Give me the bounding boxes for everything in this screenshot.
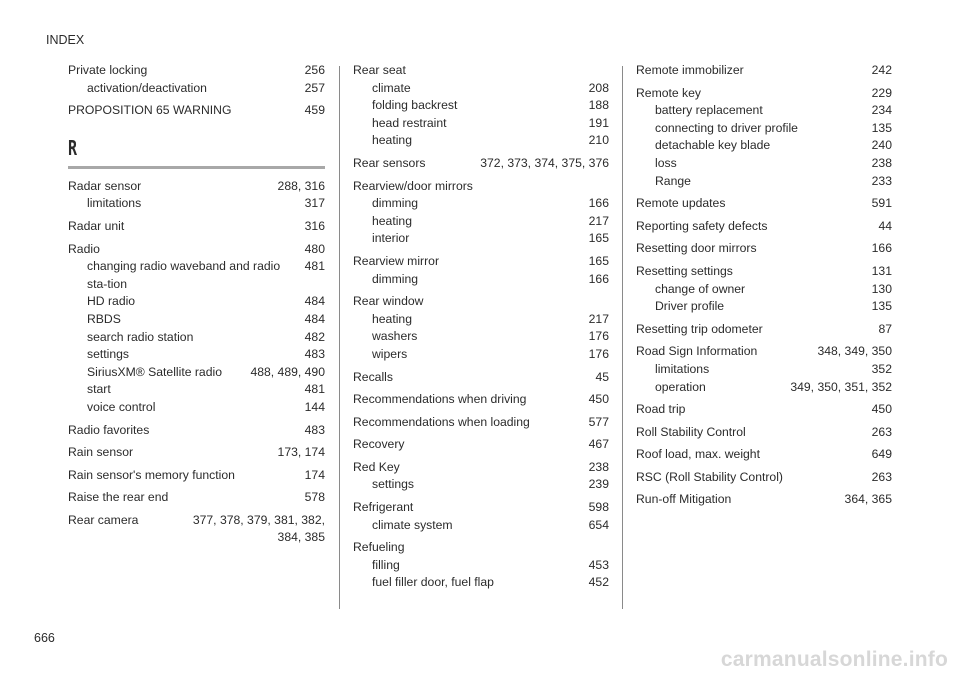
subentry-term: changing radio waveband and radio sta-tion — [87, 259, 281, 291]
entry-pages: 578 — [304, 490, 325, 505]
subentry-term: heating — [372, 311, 412, 326]
index-group — [636, 263, 892, 316]
index-entry — [68, 422, 325, 440]
subentry-term: wipers — [372, 346, 408, 361]
entry-pages: 263 — [871, 469, 892, 484]
index-column-2 — [353, 62, 609, 597]
subentry-pages: 654 — [588, 517, 609, 532]
subentry-term: detachable key blade — [655, 138, 771, 153]
subentry-term: activation/deactivation — [87, 80, 207, 95]
subentry-pages: 165 — [588, 231, 609, 246]
entry-term: Remote immobilizer — [636, 63, 744, 77]
index-subentry — [68, 346, 325, 364]
subentry-pages: 239 — [588, 477, 609, 492]
index-entry — [353, 391, 609, 409]
index-group — [353, 414, 609, 432]
index-group — [353, 62, 609, 150]
index-subentry — [353, 328, 609, 346]
page-header-title: INDEX — [46, 33, 85, 47]
entry-pages: 229 — [871, 85, 892, 100]
subentry-term: HD radio — [87, 294, 136, 309]
index-entry — [353, 436, 609, 454]
entry-term: Red Key — [353, 459, 400, 474]
subentry-term: washers — [372, 329, 418, 344]
subentry-pages: 233 — [871, 173, 892, 188]
index-entry — [353, 459, 609, 477]
index-group — [68, 241, 325, 417]
index-subentry — [353, 230, 609, 248]
index-subentry — [636, 281, 892, 299]
index-subentry — [636, 137, 892, 155]
index-group — [636, 218, 892, 236]
index-entry — [636, 321, 892, 339]
entry-pages: 577 — [588, 414, 609, 429]
index-group — [68, 489, 325, 507]
subentry-term: settings — [87, 347, 130, 362]
index-entry — [636, 446, 892, 464]
subentry-term: dimming — [372, 196, 419, 211]
subentry-pages: 188 — [588, 98, 609, 113]
index-group — [353, 369, 609, 387]
index-entry — [353, 539, 609, 557]
entry-pages: 238 — [588, 459, 609, 474]
letter-heading — [68, 137, 325, 169]
entry-term: Recalls — [353, 369, 393, 384]
index-subentry — [353, 517, 609, 535]
index-entry — [636, 401, 892, 419]
subentry-pages: 144 — [304, 399, 325, 414]
index-group — [353, 436, 609, 454]
index-group — [636, 343, 892, 396]
entry-term: RSC (Roll Stability Control) — [636, 469, 783, 484]
entry-pages: 288, 316 — [277, 178, 325, 193]
index-entry — [636, 85, 892, 103]
subentry-term: search radio station — [87, 329, 194, 344]
entry-term: Road trip — [636, 402, 686, 417]
index-subentry — [353, 271, 609, 289]
entry-pages: 377, 378, 379, 381, 382, — [192, 512, 325, 527]
entry-pages: 263 — [871, 424, 892, 439]
index-group — [636, 321, 892, 339]
subentry-pages: 135 — [871, 120, 892, 135]
subentry-pages: 240 — [871, 138, 892, 153]
index-group — [68, 62, 325, 97]
column-divider — [622, 66, 623, 609]
index-subentry — [636, 173, 892, 191]
subentry-term: settings — [372, 477, 415, 492]
subentry-term: fuel filler door, fuel flap — [372, 575, 494, 590]
subentry-term: Range — [655, 173, 691, 188]
index-group — [68, 422, 325, 440]
subentry-pages: 481 — [304, 259, 325, 274]
entry-term: Recovery — [353, 437, 405, 452]
index-subentry — [353, 195, 609, 213]
section-letter: R — [68, 135, 78, 160]
index-group — [636, 401, 892, 419]
index-subentry — [353, 80, 609, 98]
index-entry — [68, 489, 325, 507]
index-entry — [353, 155, 609, 173]
subentry-term: limitations — [87, 196, 142, 211]
entry-pages: 166 — [871, 241, 892, 256]
index-entry — [636, 240, 892, 258]
index-subentry — [68, 293, 325, 311]
index-group — [636, 85, 892, 191]
index-entry — [636, 195, 892, 213]
subentry-term: interior — [372, 231, 410, 246]
index-subentry — [353, 311, 609, 329]
entry-pages: 450 — [871, 402, 892, 417]
entry-term: Radio — [68, 241, 100, 256]
index-group — [636, 491, 892, 509]
subentry-pages: 135 — [871, 299, 892, 314]
subentry-term: connecting to driver profile — [655, 120, 798, 135]
subentry-pages: 176 — [588, 329, 609, 344]
subentry-term: folding backrest — [372, 98, 458, 113]
entry-term: Roll Stability Control — [636, 424, 746, 439]
index-subentry — [636, 120, 892, 138]
subentry-pages: 453 — [588, 557, 609, 572]
index-subentry — [353, 574, 609, 592]
index-entry — [636, 62, 892, 80]
index-subentry — [68, 381, 325, 399]
entry-pages: 372, 373, 374, 375, 376 — [480, 155, 609, 170]
index-subentry — [636, 155, 892, 173]
entry-pages: 45 — [595, 369, 609, 384]
index-group — [68, 512, 325, 547]
entry-pages: 174 — [304, 467, 325, 482]
subentry-term: dimming — [372, 271, 419, 286]
subentry-pages: 481 — [304, 382, 325, 397]
entry-term: Rain sensor's memory function — [68, 467, 235, 482]
subentry-pages: 210 — [588, 133, 609, 148]
index-subentry — [636, 379, 892, 397]
subentry-pages: 482 — [304, 329, 325, 344]
entry-pages: 131 — [871, 263, 892, 278]
entry-pages: 483 — [304, 422, 325, 437]
index-entry — [353, 253, 609, 271]
entry-term: Resetting trip odometer — [636, 321, 763, 336]
index-group — [353, 391, 609, 409]
index-entry — [68, 241, 325, 259]
subentry-pages: 176 — [588, 346, 609, 361]
entry-term: Remote updates — [636, 196, 726, 211]
index-entry — [353, 414, 609, 432]
entry-pages: 467 — [588, 437, 609, 452]
subentry-pages: 349, 350, 351, 352 — [790, 379, 892, 394]
entry-term: Recommendations when driving — [353, 392, 527, 407]
index-subentry — [68, 195, 325, 213]
entry-pages: 598 — [588, 500, 609, 515]
index-group — [636, 469, 892, 487]
entry-term: Road Sign Information — [636, 344, 758, 359]
index-group — [636, 62, 892, 80]
subentry-pages: 130 — [871, 281, 892, 296]
subentry-term: operation — [655, 379, 706, 394]
index-group — [636, 195, 892, 213]
index-group — [353, 293, 609, 363]
entry-term: Rearview mirror — [353, 253, 439, 268]
subentry-term: change of owner — [655, 281, 746, 296]
entry-pages: 459 — [304, 103, 325, 118]
index-group — [68, 102, 325, 120]
subentry-term: heating — [372, 213, 412, 228]
subentry-term: SiriusXM® Satellite radio — [87, 364, 222, 379]
entry-term: PROPOSITION 65 WARNING — [68, 103, 232, 118]
index-entry — [636, 469, 892, 487]
entry-term: Radar unit — [68, 218, 125, 233]
subentry-term: start — [87, 382, 111, 397]
entry-pages: 173, 174 — [277, 445, 325, 460]
entry-pages: 242 — [871, 63, 892, 77]
index-entry — [68, 218, 325, 236]
subentry-pages: 208 — [588, 80, 609, 95]
entry-pages: 316 — [304, 218, 325, 233]
index-group — [68, 218, 325, 236]
index-column-1 — [68, 62, 325, 552]
subentry-pages: 166 — [588, 271, 609, 286]
entry-term: Recommendations when loading — [353, 414, 530, 429]
subentry-term: Driver profile — [655, 299, 725, 314]
index-group — [68, 467, 325, 485]
index-subentry — [68, 329, 325, 347]
entry-pages: 450 — [588, 392, 609, 407]
entry-term: Refrigerant — [353, 500, 414, 515]
index-entry — [353, 62, 609, 80]
index-entry — [636, 424, 892, 442]
entry-pages: 649 — [871, 447, 892, 462]
subentry-pages: 317 — [304, 196, 325, 211]
index-group — [636, 424, 892, 442]
index-subentry — [353, 476, 609, 494]
subentry-term: battery replacement — [655, 103, 763, 118]
entry-pages: 256 — [304, 63, 325, 77]
index-entry — [68, 467, 325, 485]
subentry-term: heating — [372, 133, 412, 148]
entry-term: Radio favorites — [68, 422, 150, 437]
index-subentry — [636, 298, 892, 316]
entry-term: Rear camera — [68, 512, 139, 527]
entry-term: Run-off Mitigation — [636, 492, 732, 507]
entry-pages: 480 — [304, 241, 325, 256]
subentry-pages: 488, 489, 490 — [250, 364, 325, 379]
index-group — [353, 253, 609, 288]
entry-term: Reporting safety defects — [636, 218, 768, 233]
index-entry — [636, 491, 892, 509]
subentry-term: limitations — [655, 361, 710, 376]
index-subentry — [68, 80, 325, 98]
subentry-term: loss — [655, 155, 677, 170]
index-entry — [68, 178, 325, 196]
entry-term: Resetting settings — [636, 263, 733, 278]
entry-term: Rear seat — [353, 63, 406, 77]
index-entry — [636, 263, 892, 281]
index-entry — [353, 499, 609, 517]
entry-term: Radar sensor — [68, 178, 142, 193]
entry-term: Raise the rear end — [68, 490, 169, 505]
entry-pages: 364, 365 — [844, 492, 892, 507]
entry-pages: 591 — [871, 196, 892, 211]
index-group — [636, 240, 892, 258]
index-subentry — [68, 399, 325, 417]
index-entry — [353, 293, 609, 311]
entry-term: Rearview/door mirrors — [353, 178, 473, 193]
index-subentry — [353, 557, 609, 575]
index-column-3 — [636, 62, 892, 514]
entry-term: Resetting door mirrors — [636, 241, 757, 256]
index-entry — [636, 343, 892, 361]
subentry-term: filling — [372, 557, 400, 572]
index-group — [68, 178, 325, 213]
index-subentry — [353, 115, 609, 133]
index-subentry — [68, 258, 325, 293]
index-entry — [353, 369, 609, 387]
index-group — [353, 539, 609, 592]
index-entry — [353, 178, 609, 196]
index-subentry — [636, 361, 892, 379]
subentry-pages: 166 — [588, 196, 609, 211]
entry-pages: 87 — [878, 321, 892, 336]
entry-term: Private locking — [68, 63, 148, 77]
index-entry — [68, 102, 325, 120]
subentry-term: RBDS — [87, 311, 121, 326]
index-group — [353, 499, 609, 534]
subentry-pages: 234 — [871, 103, 892, 118]
subentry-pages: 191 — [588, 115, 609, 130]
entry-term: Rain sensor — [68, 445, 134, 460]
index-entry — [68, 62, 325, 80]
index-subentry — [353, 346, 609, 364]
subentry-pages: 217 — [588, 213, 609, 228]
index-subentry — [68, 364, 325, 382]
index-group — [68, 444, 325, 462]
entry-term: Remote key — [636, 85, 702, 100]
section-rule — [68, 166, 325, 169]
index-group — [353, 178, 609, 248]
entry-term: Refueling — [353, 540, 405, 555]
subentry-term: head restraint — [372, 115, 447, 130]
entry-pages: 44 — [878, 218, 892, 233]
subentry-term: climate system — [372, 517, 453, 532]
subentry-term: voice control — [87, 399, 156, 414]
subentry-pages: 484 — [304, 294, 325, 309]
index-entry — [68, 444, 325, 462]
entry-term: Rear window — [353, 294, 424, 309]
subentry-pages: 238 — [871, 155, 892, 170]
index-subentry — [353, 97, 609, 115]
entry-pages: 348, 349, 350 — [817, 344, 892, 359]
index-subentry — [68, 311, 325, 329]
subentry-pages: 483 — [304, 347, 325, 362]
index-entry — [68, 512, 325, 530]
subentry-pages: 452 — [588, 575, 609, 590]
subentry-term: climate — [372, 80, 411, 95]
index-subentry — [353, 132, 609, 150]
entry-pages: 165 — [588, 253, 609, 268]
index-entry — [636, 218, 892, 236]
index-subentry — [353, 213, 609, 231]
entry-term: Rear sensors — [353, 155, 426, 170]
watermark: carmanualsonline.info — [720, 648, 948, 671]
subentry-pages: 484 — [304, 311, 325, 326]
subentry-pages: 217 — [588, 311, 609, 326]
entry-pages-continued: 384, 385 — [277, 530, 325, 545]
subentry-pages: 257 — [304, 80, 325, 95]
index-subentry — [636, 102, 892, 120]
index-group — [353, 155, 609, 173]
page-number: 666 — [34, 631, 55, 645]
column-divider — [339, 66, 340, 609]
index-group — [353, 459, 609, 494]
subentry-pages: 352 — [871, 361, 892, 376]
entry-term: Roof load, max. weight — [636, 447, 760, 462]
index-group — [636, 446, 892, 464]
